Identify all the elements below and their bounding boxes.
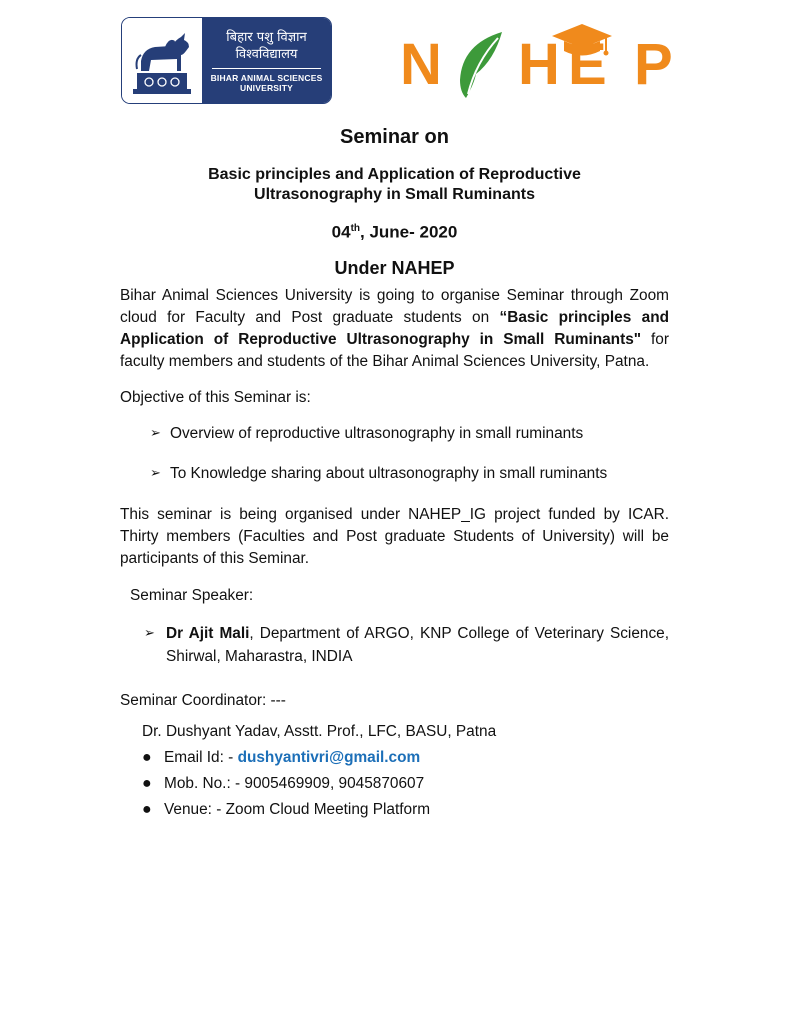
list-item — [120, 423, 669, 445]
bull-emblem-icon — [122, 18, 202, 103]
leaf-icon — [454, 30, 510, 100]
seminar-subtitle-line2: Ultrasonography in Small Ruminants — [254, 186, 535, 203]
seminar-notice — [120, 120, 669, 821]
intro-text-part1: Bihar Animal Sciences University is going to organise Seminar through Zoom cloud for Faculty and Post graduate students on — [120, 286, 669, 326]
basu-english-name-line2: UNIVERSITY — [239, 82, 293, 93]
seminar-subtitle — [120, 165, 669, 205]
speaker-entry — [120, 622, 669, 668]
funding-paragraph: This seminar is being organised under NAHEP_IG project funded by ICAR. Thirty members (Faculties and Post graduate Students of University) will be participants of this Seminar. — [120, 505, 669, 567]
coordinator-name: Dr. Dushyant Yadav, Asstt. Prof., LFC, BASU, Patna — [142, 722, 497, 740]
list-item — [120, 463, 669, 485]
basu-hindi-name-line2: विश्वविद्यालय — [235, 46, 298, 62]
speaker-label: Seminar Speaker: — [130, 586, 254, 604]
bullet-icon: ● — [142, 774, 152, 792]
seminar-date — [120, 218, 669, 244]
bullet-icon: ● — [142, 800, 152, 818]
objective-label: Objective of this Seminar is: — [120, 388, 311, 406]
intro-text-part2: for faculty members and students of the Bihar Animal Sciences University, Patna. — [120, 330, 669, 370]
nahep-letter-p: P — [634, 32, 673, 97]
coordinator-mobile-row — [120, 773, 669, 795]
basu-english-name-line1: BIHAR ANIMAL SCIENCES — [210, 72, 323, 83]
basu-logo — [121, 17, 332, 104]
objective-text: Overview of reproductive ultrasonography in small ruminants — [170, 424, 584, 442]
nahep-letter-h: H — [518, 32, 560, 97]
objective-text: To Knowledge sharing about ultrasonography in small ruminants — [170, 464, 608, 482]
intro-seminar-topic: “Basic principles and Application of Reproductive Ultrasonography in Small Ruminants" — [120, 308, 669, 348]
under-nahep-heading: Under NAHEP — [334, 257, 455, 278]
email-link[interactable]: dushyantivri@gmail.com — [237, 748, 421, 766]
date-day: 04 — [331, 222, 351, 242]
bullet-icon: ● — [142, 748, 152, 766]
speaker-details: , Department of ARGO, KNP College of Veterinary Science, Shirwal, Maharastra, INDIA — [166, 624, 669, 665]
mobile-text: Mob. No.: - 9005469909, 9045870607 — [164, 774, 425, 792]
email-label: Email Id: - — [164, 748, 238, 766]
basu-hindi-name-line1: बिहार पशु विज्ञान — [226, 29, 307, 45]
arrow-bullet-icon: ➢ — [150, 465, 161, 481]
intro-paragraph — [120, 285, 669, 373]
seminar-subtitle-line1: Basic principles and Application of Reproductive — [208, 166, 581, 183]
nahep-letter-e: E — [568, 32, 607, 97]
coordinator-venue-row — [120, 799, 669, 821]
date-suffix: th — [350, 223, 361, 234]
nahep-letter-n: N — [400, 32, 442, 97]
arrow-bullet-icon: ➢ — [150, 425, 161, 441]
venue-text: Venue: - Zoom Cloud Meeting Platform — [164, 800, 431, 818]
nahep-logo — [400, 22, 696, 100]
basu-logo-text — [202, 18, 331, 103]
basu-logo-divider — [212, 68, 321, 69]
objective-list — [120, 423, 669, 485]
speaker-name: Dr Ajit Mali — [166, 624, 250, 642]
coordinator-label: Seminar Coordinator: --- — [120, 691, 286, 709]
arrow-bullet-icon: ➢ — [144, 625, 155, 641]
seminar-title: Seminar on — [340, 126, 449, 148]
coordinator-email-row — [120, 747, 669, 769]
date-month-year: , June- 2020 — [360, 222, 458, 242]
